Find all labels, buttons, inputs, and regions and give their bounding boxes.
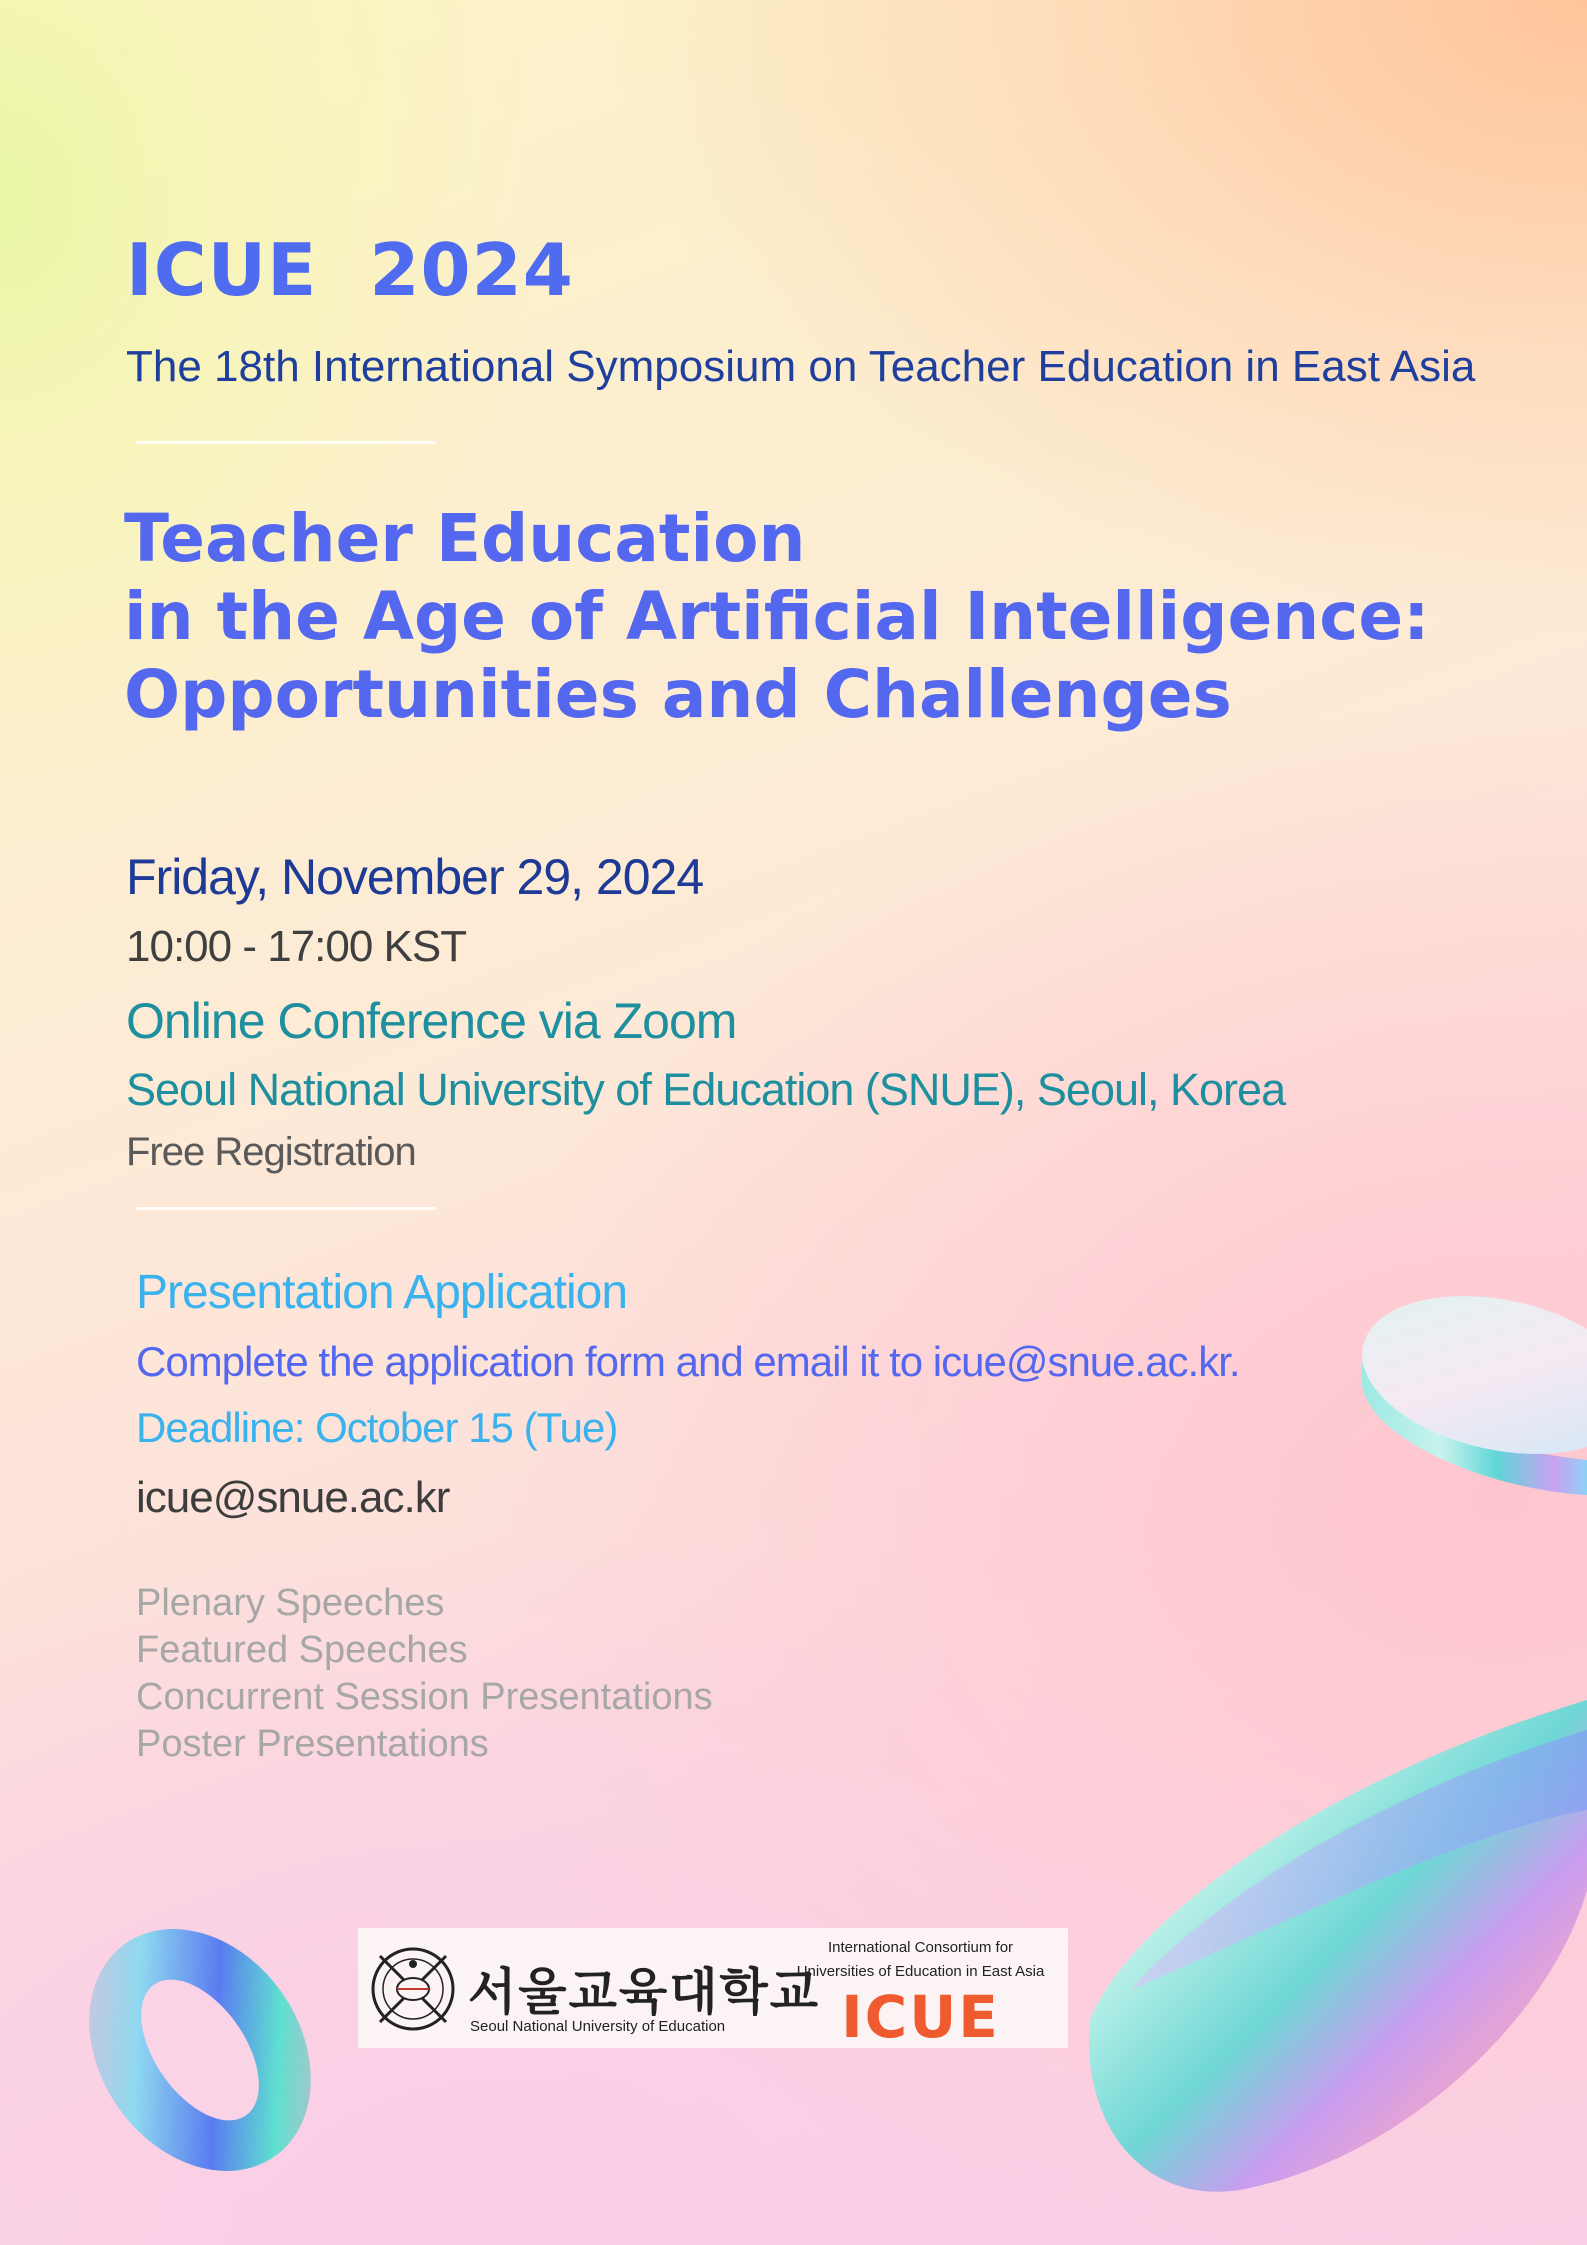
event-format: Online Conference via Zoom (126, 993, 737, 1049)
theme-line-1: Teacher Education (124, 500, 806, 577)
divider-top (136, 441, 436, 444)
iridescent-bowl-decoration (1070, 1690, 1587, 2210)
event-venue: Seoul National University of Education (SNUE), Seoul, Korea (126, 1064, 1286, 1115)
event-name: ICUE 2024 (126, 228, 574, 312)
snue-korean-name: 서울교육대학교 (468, 1964, 821, 2020)
list-item: Plenary Speeches (136, 1582, 445, 1624)
contact-email-link[interactable]: icue@snue.ac.kr (136, 1473, 450, 1522)
list-item: Concurrent Session Presentations (136, 1676, 713, 1718)
event-subtitle: The 18th International Symposium on Teacher Education in East Asia (126, 342, 1476, 391)
sponsor-logos (358, 1928, 1068, 2051)
presentation-deadline: Deadline: October 15 (Tue) (136, 1404, 618, 1451)
event-date: Friday, November 29, 2024 (126, 849, 704, 905)
consortium-line-1: International Consortium for (827, 1939, 1014, 1956)
icue-logo: ICUE (841, 1983, 1000, 2051)
snue-english-name: Seoul National University of Education (470, 2018, 726, 2035)
registration-info: Free Registration (126, 1130, 416, 1174)
divider-middle (136, 1207, 436, 1210)
list-item: Poster Presentations (136, 1723, 489, 1765)
program-types-list (136, 1580, 713, 1768)
iridescent-disc-decoration (1350, 1290, 1587, 1520)
iridescent-ring-decoration (60, 1905, 340, 2195)
conference-theme (124, 500, 1430, 734)
snue-seal-logo (368, 1944, 458, 2034)
list-item: Featured Speeches (136, 1629, 468, 1671)
consortium-line-2: Universities of Education in East Asia (796, 1963, 1045, 1980)
event-time: 10:00 - 17:00 KST (126, 922, 467, 971)
presentation-title: Presentation Application (136, 1266, 628, 1319)
consortium-name (773, 1936, 1068, 1984)
theme-line-2: in the Age of Artificial Intelligence: (124, 578, 1430, 655)
theme-line-3: Opportunities and Challenges (124, 656, 1232, 733)
presentation-instructions: Complete the application form and email it to icue@snue.ac.kr. (136, 1338, 1240, 1385)
